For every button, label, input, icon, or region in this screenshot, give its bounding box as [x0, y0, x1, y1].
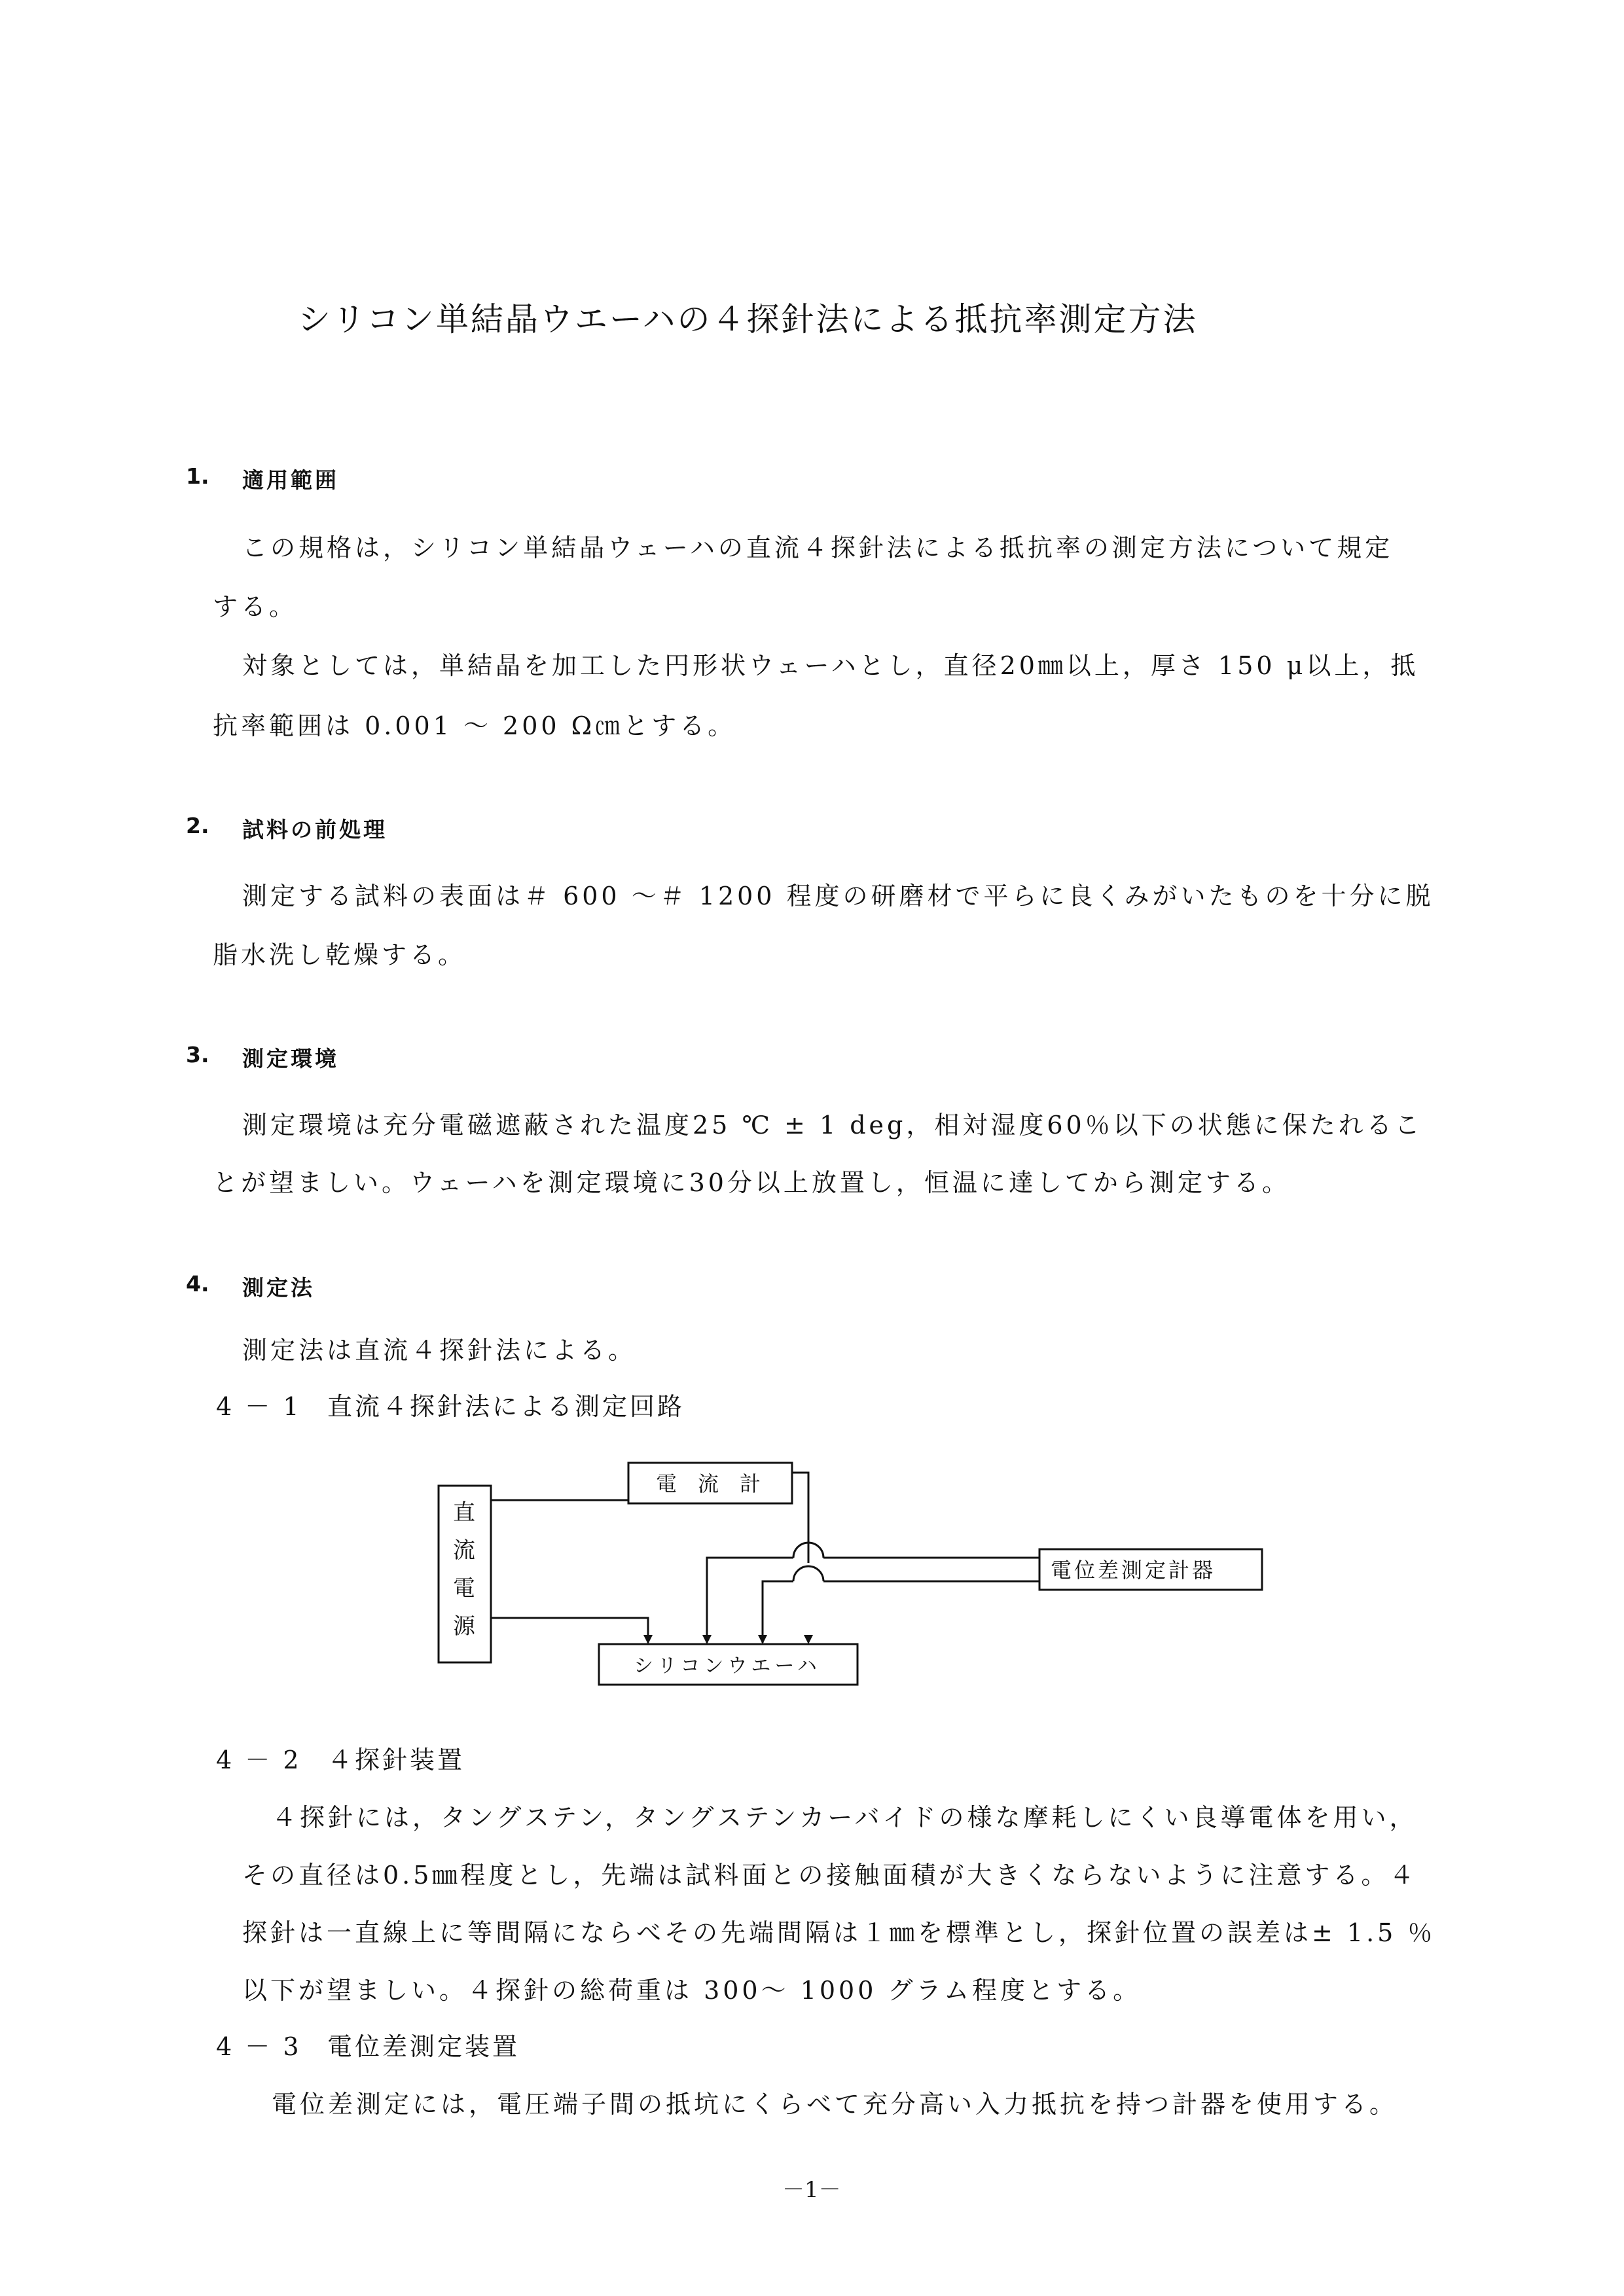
section-3-line-1: 測定環境は充分電磁遮蔽された温度25 ℃ ± 1 deg，相対湿度60％以下の状態に保たれるこ — [242, 1111, 1423, 1139]
subsection-4-3-number: 4 － 3 — [216, 2032, 302, 2061]
dc-source-char-3: 電 — [453, 1575, 475, 1602]
subsection-4-1-heading: 直流４探針法による測定回路 — [327, 1392, 685, 1421]
wire-volt-probe3 — [763, 1581, 793, 1643]
subsection-4-2-line-1: ４探針には，タングステン，タングステンカーバイドの様な摩耗しにくい良導電体を用い， — [272, 1803, 1418, 1832]
wire-volt-probe1 — [707, 1558, 793, 1643]
ammeter-label: 電 流 計 — [656, 1471, 761, 1496]
section-4-number: 4. — [186, 1271, 209, 1297]
subsection-4-3-line-1: 電位差測定には，電圧端子間の抵坑にくらべて充分高い入力抵抗を持つ計器を使用する。 — [272, 2090, 1398, 2119]
section-1-line-2: する。 — [213, 592, 298, 621]
section-1-line-4: 抗率範囲は 0.001 ～ 200 Ω㎝とする。 — [213, 711, 736, 740]
page-number: －1－ — [782, 2177, 841, 2203]
section-2-heading: 試料の前処理 — [242, 817, 388, 842]
section-1-heading: 適用範囲 — [242, 467, 339, 493]
subsection-4-1-number: 4 － 1 — [216, 1392, 302, 1421]
section-1-number: 1. — [186, 463, 209, 489]
dc-source-char-1: 直 — [453, 1499, 475, 1526]
wafer-label: シリコンウエーハ — [634, 1655, 821, 1677]
subsection-4-3-heading: 電位差測定装置 — [327, 2032, 520, 2061]
section-1-line-1: この規格は，シリコン単結晶ウェーハの直流４探針法による抵抗率の測定方法について規定 — [242, 533, 1394, 562]
page-title: シリコン単結晶ウエーハの４探針法による抵抗率測定方法 — [298, 300, 1198, 338]
section-3-line-2: とが望ましい。ウェーハを測定環境に30分以上放置し，恒温に達してから測定する。 — [213, 1168, 1290, 1197]
section-4-heading: 測定法 — [242, 1275, 315, 1300]
wire-source-wafer — [491, 1618, 648, 1643]
section-3-heading: 測定環境 — [242, 1046, 339, 1071]
subsection-4-2-line-4: 以下が望ましい。４探針の総荷重は 300～ 1000 グラム程度とする。 — [242, 1976, 1142, 2005]
section-3-number: 3. — [186, 1042, 209, 1067]
circuit-diagram — [425, 1453, 1263, 1695]
section-1-line-3: 対象としては，単結晶を加工した円形状ウェーハとし，直径20㎜以上，厚さ 150 μ以上，抵 — [242, 651, 1419, 680]
subsection-4-2-number: 4 － 2 — [216, 1746, 302, 1774]
subsection-4-2-line-2: その直径は0.5㎜程度とし，先端は試料面との接触面積が大きくならないように注意する。４ — [242, 1861, 1418, 1890]
subsection-4-2-heading: ４探針装置 — [327, 1746, 465, 1774]
section-2-line-2: 脂水洗し乾燥する。 — [213, 941, 467, 969]
wire-ammeter-probe4 — [792, 1473, 808, 1563]
subsection-4-2-line-3: 探針は一直線上に等間隔にならべその先端間隔は１㎜を標準とし，探針位置の誤差は± 1.5 ％ — [242, 1918, 1436, 1947]
dc-source-char-4: 源 — [453, 1613, 475, 1640]
dc-source-char-2: 流 — [453, 1537, 475, 1564]
section-2-line-1: 測定する試料の表面は＃ 600 ～＃ 1200 程度の研磨材で平らに良くみがいたものを十分に脱 — [242, 882, 1434, 910]
voltmeter-label: 電位差測定計器 — [1051, 1558, 1216, 1583]
section-4-line-1: 測定法は直流４探針法による。 — [242, 1336, 637, 1365]
section-2-number: 2. — [186, 813, 209, 838]
